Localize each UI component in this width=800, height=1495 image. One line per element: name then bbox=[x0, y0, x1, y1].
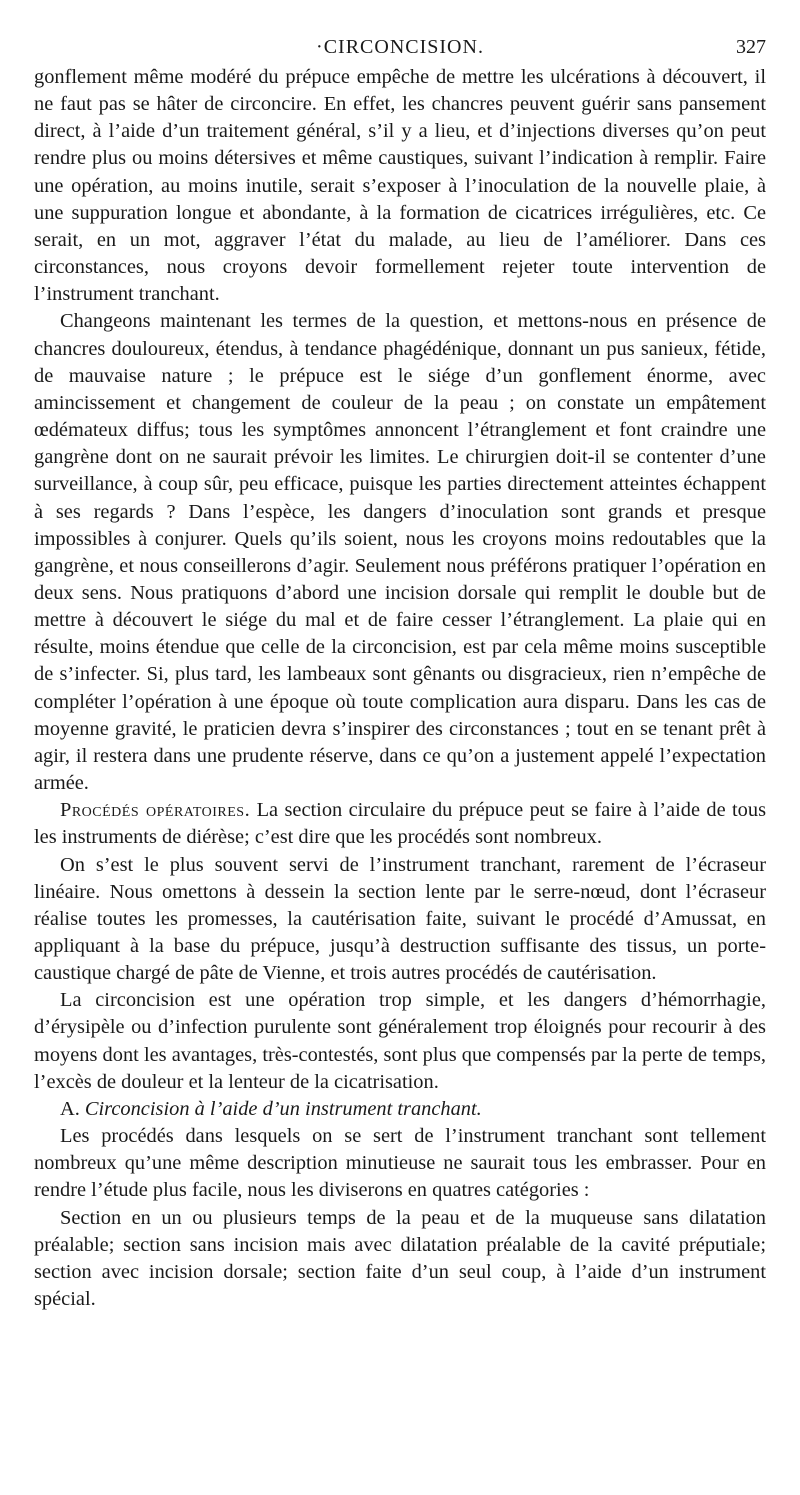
paragraph-procedes-text: La section circulaire du prépuce peut se faire à l’aide de tous les instruments de diérèse; c’est dire que les procédés sont nombreux. bbox=[34, 799, 767, 849]
paragraph-continued: gonflement même modéré du prépuce empêche de mettre les ulcérations à découvert, il ne faut pas se hâter de circoncire. En effet, les chancres peuvent guérir sans pansement direct, à l’aide d’un traitement général, s’il y a lieu, et d’injections diverses qu’on peut rendre plus ou moins détersives et même caustiques, suivant l’indication à remplir. Faire une opération, au moins inutile, serait s’exposer à l’inoculation de la nouvelle plaie, à une suppuration longue et abondante, à la formation de cicatrices irrégulières, etc. Ce serait, en un mot, aggraver l’état du malade, au lieu de l’améliorer. Dans ces circonstances, nous croyons devoir formellement rejeter toute intervention de l’instrument tranchant. bbox=[34, 66, 766, 306]
body-text bbox=[34, 64, 766, 1313]
paragraph: Section en un ou plusieurs temps de la peau et de la muqueuse sans dilatation préalable; section sans incision mais avec dilatation préalable de la cavité préputiale; section avec incision dorsale; section faite d’un seul coup, à l’aide d’un instrument spécial. bbox=[34, 1206, 766, 1311]
paragraph-procedes bbox=[34, 797, 766, 851]
paragraph: La circoncision est une opération trop simple, et les dangers d’hémorrhagie, d’érysipèle ou d’infection purulente sont généralement trop éloignés pour recourir à des moyens dont les avantages, très-contestés, sont plus que compensés par la perte de temps, l’excès de douleur et la lenteur de la cicatrisation. bbox=[34, 989, 766, 1093]
subsection-heading bbox=[34, 1096, 766, 1123]
paragraph: Changeons maintenant les termes de la question, et mettons-nous en présence de chancres douloureux, étendus, à tendance phagédénique, donnant un pus sanieux, fétide, de mauvaise nature ; le prépuce est le siége d’un gonflement énorme, avec amincissement et changement de couleur de la peau ; on constate un empâtement œdémateux diffus; tous les symptômes annoncent l’étranglement et font craindre une gangrène dont on ne saurait prévoir les limites. Le chirurgien doit-il se contenter d’une surveillance, à coup sûr, peu efficace, puisque les parties directement atteintes échappent à ses regards ? Dans l’espèce, les dangers d’inoculation sont grands et presque impossibles à conjurer. Quels qu’ils soient, nous les croyons moins redoutables que la gangrène, et nous conseillerons d’agir. Seulement nous préférons pratiquer l’opération en deux sens. Nous pratiquons d’abord une incision dorsale qui remplit le double but de mettre à découvert le siége du mal et de faire cesser l’étranglement. La plaie qui en résulte, moins étendue que celle de la circoncision, est par cela même moins susceptible de s’infecter. Si, plus tard, les lambeaux sont gênants ou disgracieux, rien n’empêche de compléter l’opération à une époque où toute complication aura disparu. Dans les cas de moyenne gravité, le praticien devra s’inspirer des circonstances ; tout en se tenant prêt à agir, il restera dans une prudente réserve, dans ce qu’on a justement appelé l’expectation armée. bbox=[34, 310, 766, 795]
subsection-title: Circoncision à l’aide d’un instrument tranchant. bbox=[84, 1097, 482, 1120]
section-heading-procedes: Procédés opératoires. bbox=[60, 799, 251, 822]
page bbox=[34, 30, 766, 1313]
running-title: ·CIRCONCISION. bbox=[316, 36, 484, 58]
page-number: 327 bbox=[736, 36, 766, 58]
paragraph: Les procédés dans lesquels on se sert de l’instrument tranchant sont tellement nombreux qu’une même description minutieuse ne saurait tous les embrasser. Pour en rendre l’étude plus facile, nous les diviserons en quatres catégories : bbox=[34, 1125, 766, 1202]
running-head bbox=[34, 30, 766, 64]
paragraph: On s’est le plus souvent servi de l’instrument tranchant, rarement de l’écraseur linéaire. Nous omettons à dessein la section lente par le serre-nœud, dont l’écraseur réalise toutes les promesses, la cautérisation faite, suivant le procédé d’Amussat, en appliquant à la base du prépuce, jusqu’à destruction suffisante des tissus, un porte-caustique chargé de pâte de Vienne, et trois autres procédés de cautérisation. bbox=[34, 853, 766, 985]
subsection-label: A. bbox=[60, 1097, 85, 1120]
